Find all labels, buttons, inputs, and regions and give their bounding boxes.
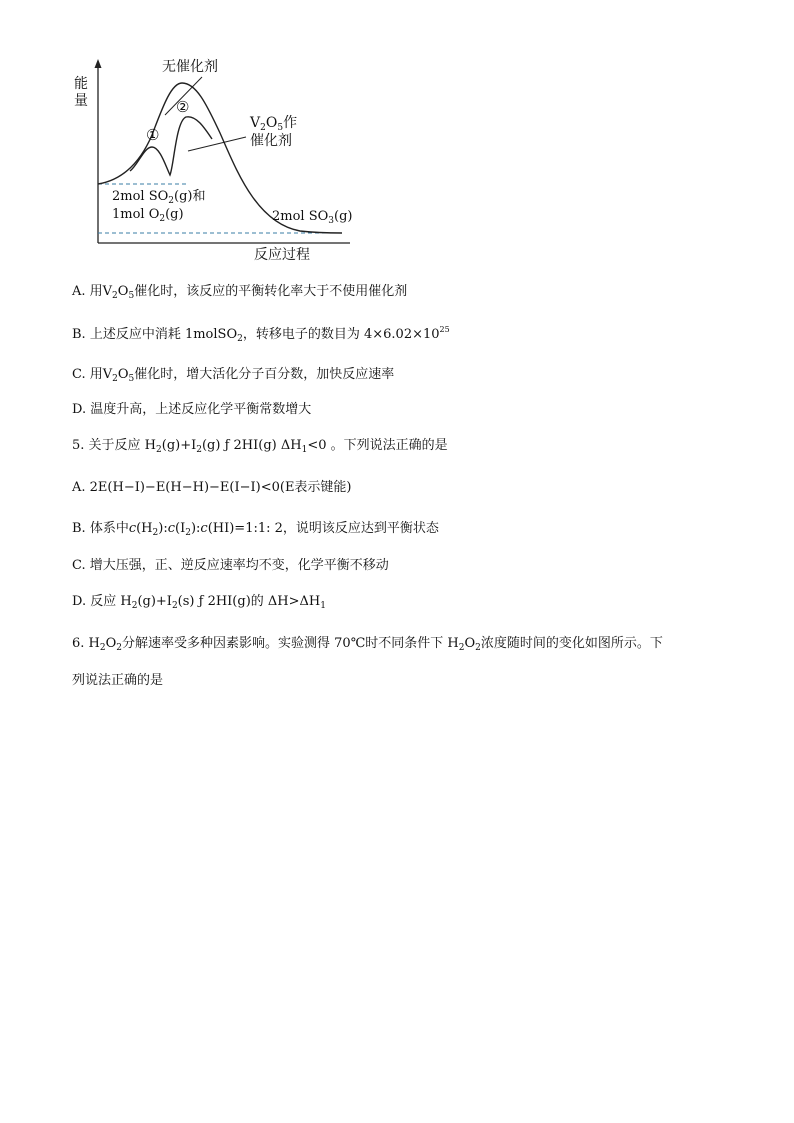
y-axis-label-1: 能: [74, 76, 88, 92]
circle-2-label: ②: [176, 98, 190, 116]
product-label: 2mol $SO_3(g)$: [272, 209, 353, 226]
x-axis-label: 反应过程: [254, 247, 310, 263]
y-axis-label-2: 量: [74, 93, 88, 109]
option-4a: A. 用$V_2O_5$催化时，该反应的平衡转化率大于不使用催化剂: [72, 284, 408, 301]
catalyst-label-line1: $V_2O_5$作: [250, 115, 298, 133]
question-6-stem-line2: 列说法正确的是: [72, 673, 164, 688]
catalyst-label-line2: 催化剂: [250, 133, 292, 149]
catalyzed-curve: [130, 117, 212, 175]
energy-diagram-svg: [60, 55, 360, 270]
option-4d: D. 温度升高，上述反应化学平衡常数增大: [72, 402, 312, 417]
question-5-stem: 5. 关于反应 $H_2(g)+I_2(g)$ ƒ 2HI(g) $\Delta H_1<0$ 。下列说法正确的是: [72, 438, 448, 455]
y-axis-arrow: [95, 59, 102, 68]
option-5b: B. 体系中$c(H_2):c(I_2):c(HI)=1:1$: 2，说明该反应达到平衡状态: [72, 521, 439, 538]
option-5c: C. 增大压强，正、逆反应速率均不变，化学平衡不移动: [72, 558, 389, 573]
option-4c: C. 用$V_2O_5$催化时，增大活化分子百分数，加快反应速率: [72, 367, 395, 384]
reactant-label-line1: 2mol $SO_2(g)$和: [112, 189, 206, 206]
energy-diagram: [60, 55, 360, 270]
option-5d: D. 反应 $H_2(g)+I_2(s)$ ƒ 2HI(g)的 $\Delta H>\Delta H_1$: [72, 594, 326, 611]
catalyst-leader: [188, 137, 246, 151]
option-5a: A. 2E(H−I)−E(H−H)−E(I−I)<0(E表示键能): [72, 480, 352, 495]
question-6-stem: 6. $H_2O_2$分解速率受多种因素影响。实验测得 70℃时不同条件下 $H_2O_2$浓度随时间的变化如图所示。下: [72, 636, 663, 653]
reactant-label-line2: 1mol $O_2(g)$: [112, 207, 184, 224]
option-4b: B. 上述反应中消耗 1molSO$_2$，转移电子的数目为 $4\times 6.02\times 10^{25}$: [72, 325, 450, 344]
circle-1-label: ①: [146, 126, 160, 144]
uncatalyzed-label: 无催化剂: [162, 59, 218, 75]
